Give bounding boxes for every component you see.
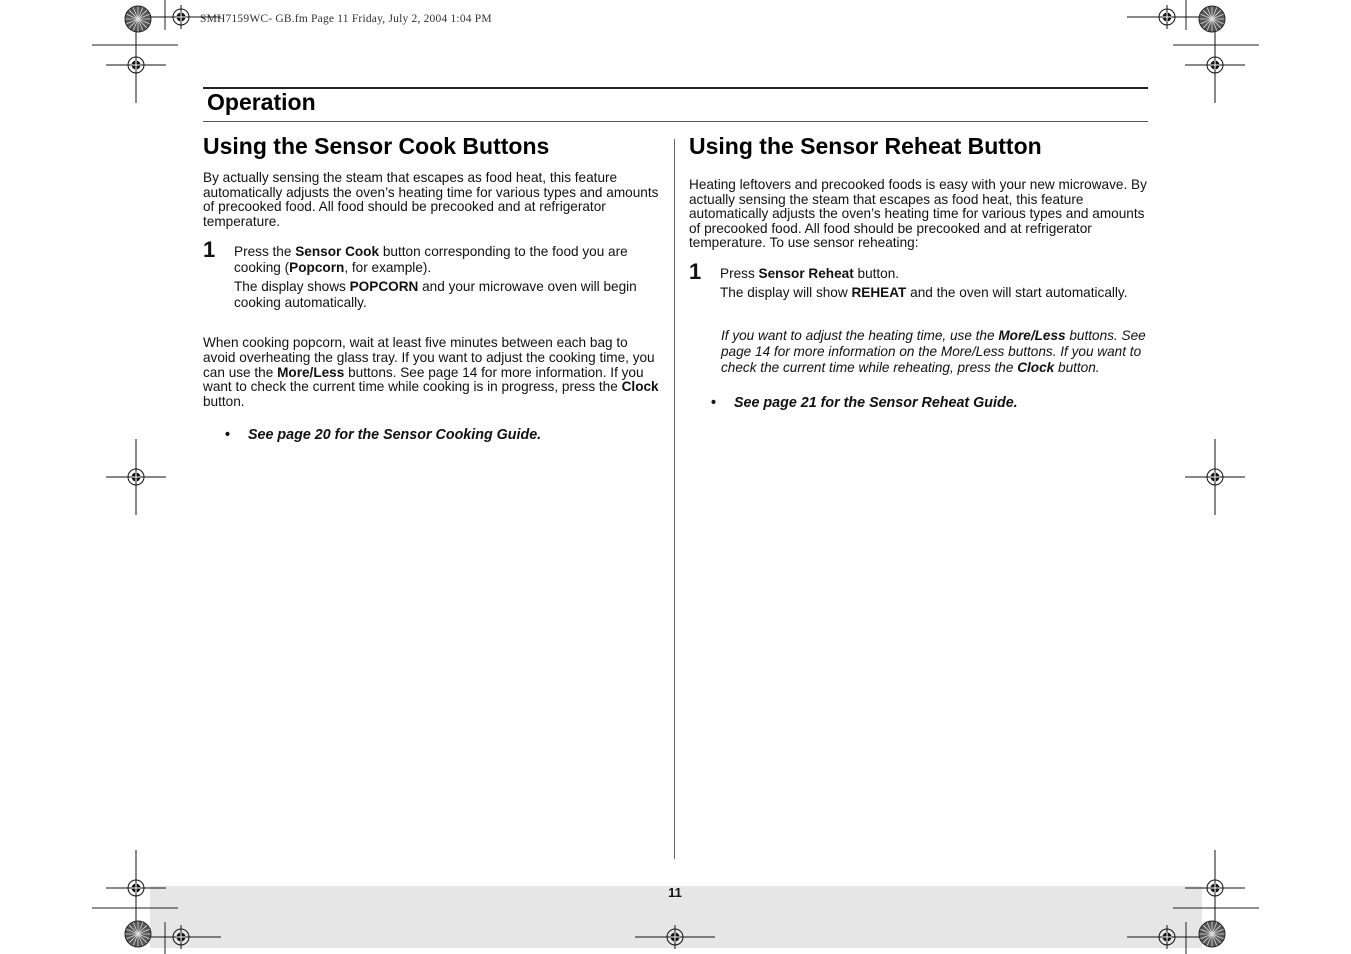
bullet-icon: •: [711, 394, 717, 411]
left-step-number: 1: [203, 237, 216, 263]
text: If you want to adjust the heating time, use the: [721, 327, 999, 343]
bold-text: Clock: [1017, 359, 1055, 375]
bold-text: Clock: [621, 379, 659, 395]
bold-text: More/Less: [998, 327, 1066, 343]
page-number: 11: [668, 885, 682, 900]
text: Press: [720, 265, 759, 281]
bold-text: POPCORN: [349, 279, 419, 295]
text: Press the: [234, 244, 296, 260]
text: The display shows: [234, 279, 350, 295]
text: and the oven will start automatically.: [906, 284, 1128, 300]
bullet-text: See page 21 for the Sensor Reheat Guide.: [734, 394, 1018, 411]
bullet-icon: •: [225, 427, 231, 444]
text: buttons. See page 14 for more information on the More/Less buttons. If you want to check the current time while reheating, press the: [721, 327, 1146, 375]
right-title: Using the Sensor Reheat Button: [689, 133, 1042, 159]
bold-text: Sensor Reheat: [758, 265, 854, 281]
right-intro: Heating leftovers and precooked foods is easy with your new microwave. By actually sensing the steam that escapes as food heat, this feature automatically adjusts the oven’s heating time for various types and amounts of precooked food. All food should be precooked and at refrigerator temperature. To use sensor reheating:: [689, 177, 1147, 251]
section-header: Operation: [207, 89, 316, 115]
bullet-text: See page 20 for the Sensor Cooking Guide.: [248, 427, 542, 444]
text: , for example).: [344, 260, 432, 276]
text: button corresponding to the food you are cooking (: [234, 244, 628, 276]
text: button.: [853, 265, 900, 281]
text: buttons. See page 14 for more information. If you want to check the current time while cooking is in progress, press the: [203, 364, 644, 395]
bold-text: Popcorn: [289, 260, 345, 276]
text: button.: [1054, 359, 1100, 375]
bold-text: Sensor Cook: [295, 244, 380, 260]
bold-text: REHEAT: [851, 284, 907, 300]
left-title: Using the Sensor Cook Buttons: [203, 133, 550, 159]
right-step-number: 1: [689, 258, 702, 284]
text: and your microwave oven will begin cooking automatically.: [234, 279, 637, 311]
text: button.: [203, 393, 245, 409]
printer-slug-line: SMH7159WC- GB.fm Page 11 Friday, July 2, 2004 1:04 PM: [200, 13, 492, 25]
text: When cooking popcorn, wait at least five minutes between each bag to avoid overheating the glass tray. If you want to adjust the cooking time, you can use the: [203, 335, 655, 380]
left-intro: By actually sensing the steam that escapes as food heat, this feature automatically adjusts the oven’s heating time for various types and amounts of precooked food. All food should be precooked and at refrigerator temperature.: [203, 170, 659, 229]
text: The display will show: [720, 284, 852, 300]
bold-text: More/Less: [277, 364, 345, 380]
